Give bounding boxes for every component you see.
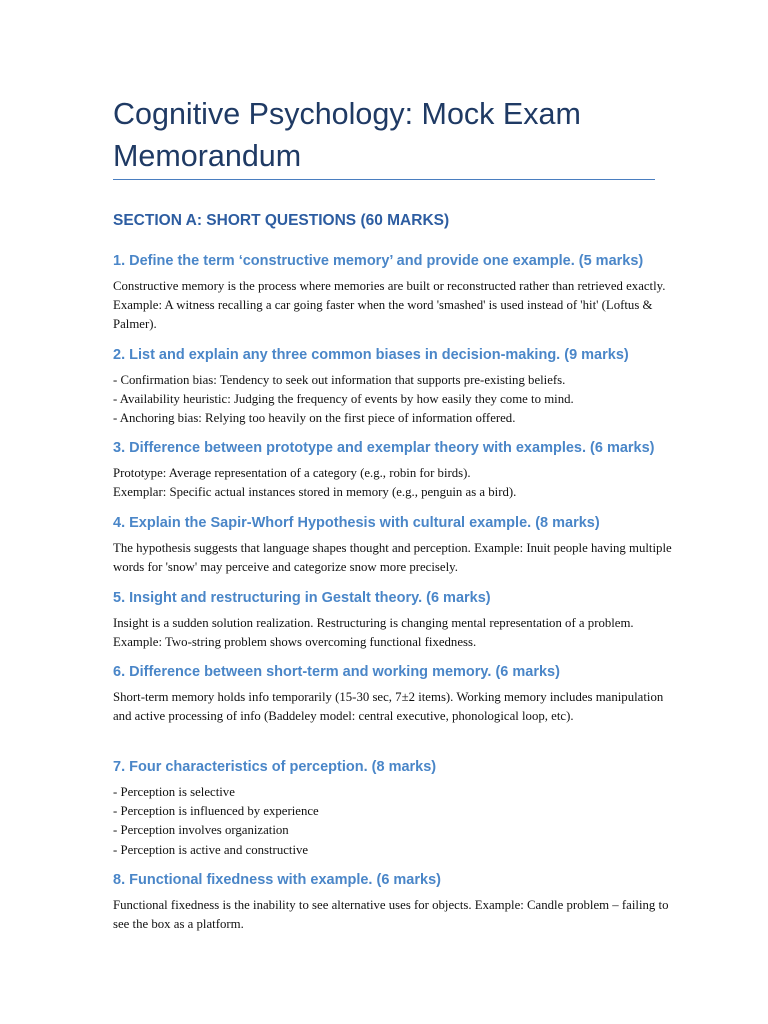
question-heading: 2. List and explain any three common biases in decision-making. (9 marks)	[113, 347, 629, 363]
answer-line: - Perception is active and constructive	[113, 842, 309, 857]
question-heading: 8. Functional fixedness with example. (6 marks)	[113, 872, 441, 888]
question-5	[113, 588, 673, 652]
section-heading: SECTION A: SHORT QUESTIONS (60 MARKS)	[113, 212, 450, 229]
question-7	[113, 757, 673, 860]
answer-text: Functional fixedness is the inability to see alternative uses for objects. Example: Candle problem – failing to see the box as a platform.	[113, 898, 669, 932]
answer-text: The hypothesis suggests that language shapes thought and perception. Example: Inuit people having multiple words for 'snow' may perceive and categorize snow more precisely.	[113, 541, 672, 575]
answer-line: - Availability heuristic: Judging the frequency of events by how easily they come to mind.	[113, 392, 574, 407]
question-2	[113, 345, 673, 429]
answer-line: - Confirmation bias: Tendency to seek out information that supports pre-existing beliefs.	[113, 373, 566, 387]
answer-text: Short-term memory holds info temporarily (15-30 sec, 7±2 items). Working memory includes manipulation and active processing of info (Baddeley model: central executive, phonological loop, etc).	[113, 690, 664, 724]
question-3	[113, 438, 673, 502]
question-heading: 5. Insight and restructuring in Gestalt theory. (6 marks)	[113, 590, 491, 606]
answer-line: - Perception is influenced by experience	[113, 804, 319, 819]
question-4	[113, 513, 673, 577]
answer-line: - Anchoring bias: Relying too heavily on the first piece of information offered.	[113, 411, 516, 426]
question-heading: 1. Define the term ‘constructive memory’ and provide one example. (5 marks)	[113, 253, 644, 269]
answer-line: - Perception involves organization	[113, 823, 289, 838]
title-divider	[113, 179, 655, 180]
question-heading: 3. Difference between prototype and exemplar theory with examples. (6 marks)	[113, 440, 655, 456]
answer-text: Insight is a sudden solution realization. Restructuring is changing mental representation of a problem. Example: Two-string problem shows overcoming functional fixedness.	[113, 616, 634, 650]
question-heading: 4. Explain the Sapir-Whorf Hypothesis with cultural example. (8 marks)	[113, 515, 600, 531]
answer-line: - Perception is selective	[113, 785, 235, 799]
question-1	[113, 251, 673, 335]
answer-text: Constructive memory is the process where memories are built or reconstructed rather than retrieved exactly. Example: A witness recalling a car going faster when the word 'smashed' is used instead of 'hit' (Loftus & Palmer).	[113, 279, 666, 332]
answer-line: Prototype: Average representation of a category (e.g., robin for birds).	[113, 466, 471, 480]
question-6	[113, 662, 673, 726]
question-heading: 7. Four characteristics of perception. (8 marks)	[113, 759, 437, 775]
answer-line: Exemplar: Specific actual instances stored in memory (e.g., penguin as a bird).	[113, 485, 517, 500]
question-8	[113, 870, 673, 934]
question-heading: 6. Difference between short-term and working memory. (6 marks)	[113, 664, 560, 680]
page-title: Cognitive Psychology: Mock Exam Memorandum	[113, 97, 581, 173]
